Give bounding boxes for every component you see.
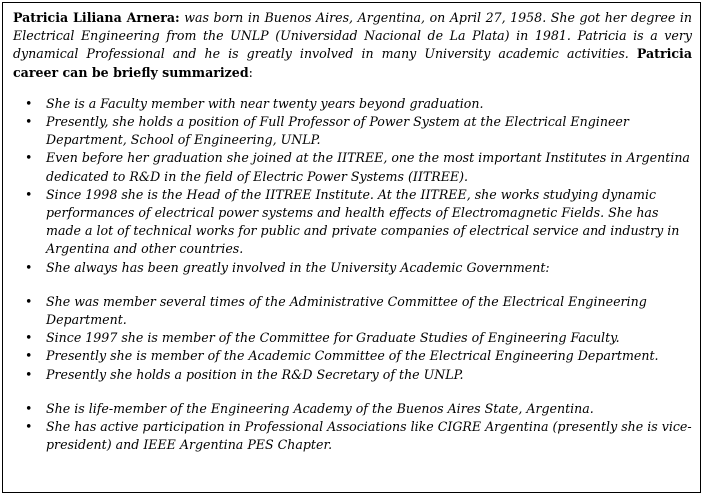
list-item: • She always has been greatly involved in the University Academic Government: — [13, 259, 692, 277]
list-item: • Presently she is member of the Academic Committee of the Electrical Engineering Department. — [13, 347, 692, 365]
list-item: • Presently she holds a position in the R&D Secretary of the UNLP. — [13, 366, 692, 384]
career-list-3 — [13, 400, 692, 455]
list-item: • Presently, she holds a position of Full Professor of Power System at the Electrical Engineer Department, School of Engineering, UNLP. — [13, 113, 692, 149]
list-item: • She has active participation in Professional Associations like CIGRE Argentina (presently she is vice-president) and IEEE Argentina PES Chapter. — [13, 418, 692, 454]
bio-text: was born in Buenos Aires, Argentina, on April 27, 1958. She got her degree in Electrical Engineering from the UNLP (Universidad Nacional de La Plata) in 1981. Patricia is a very dynamical Professional and he is greatly involved in many University academic activities. — [13, 10, 692, 62]
summary-lead: Patricia career can be briefly summarized — [13, 46, 692, 80]
list-item: • Even before her graduation she joined at the IITREE, one the most important Institutes in Argentina dedicated to R&D in the field of Electric Power Systems (IITREE). — [13, 149, 692, 185]
list-item: • Since 1997 she is member of the Committee for Graduate Studies of Engineering Faculty. — [13, 329, 692, 347]
list-item: • She is life-member of the Engineering Academy of the Buenos Aires State, Argentina. — [13, 400, 692, 418]
intro-paragraph — [13, 9, 692, 82]
person-name: Patricia Liliana Arnera — [13, 10, 176, 25]
career-list-2 — [13, 293, 692, 384]
career-list-1 — [13, 95, 692, 277]
list-item: • She is a Faculty member with near twenty years beyond graduation. — [13, 95, 692, 113]
summary-colon: : — [248, 64, 253, 80]
list-item: • Since 1998 she is the Head of the IITREE Institute. At the IITREE, she works studying dynamic performances of electrical power systems and health effects of Electromagnetic Fields. She has made a lot of technical works for public and private companies of electrical service and industry in Argentina and other countries. — [13, 186, 692, 259]
name-colon: : — [175, 10, 180, 25]
list-item: • She was member several times of the Administrative Committee of the Electrical Engineering Department. — [13, 293, 692, 329]
biography-box — [2, 2, 701, 493]
